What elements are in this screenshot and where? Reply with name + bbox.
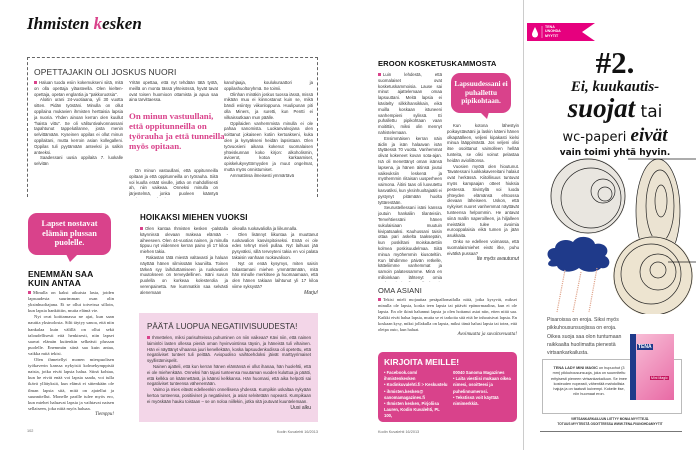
bullet-square	[140, 227, 143, 230]
bullet-square	[378, 73, 381, 76]
contact-email-link[interactable]: • ihmisten.kesken@ sanomamagazines.fi	[384, 388, 425, 400]
tena-flag	[527, 23, 595, 41]
liner-roll-illustration	[550, 158, 696, 314]
bubble-tail	[66, 254, 78, 262]
myth-url-link[interactable]: TOTUUS MYYTEISTÄ OSOITTEESSA WWW.TENA.FI/UNOHDAMYYTIT	[557, 422, 663, 426]
product-pack	[630, 334, 674, 400]
article-heading: ENEMMÄN SAA KUIN ANTAA	[28, 269, 94, 288]
signature: Avoimuutta ja suvaitsevuutta!	[457, 332, 517, 338]
contact-heading: KIRJOITA MEILLE!	[384, 357, 460, 367]
article-body: Ihmettelen, miksi parisuhteissa puhuminen on niin vaikeaa? Kävi niin, että nainen laiminlöi lasten ollessa pieniä oman hyvinvointinsa täysin, ja häneistä tuli vihainen. Hän ei näyttänyt vihaansa juuri kenellekään, koska lapsuudenkodissa oli opetettu, että negatiiviset tunteet tuli peittää. Aviopuoliso vaihtoehdoksi jäivät marttyyrimaiset syyllistämispelit. Nainen ajatteli, että kun kerran hänen elämänsä ei ollut ihanaa, hän huolehtii, että ei ole miehenkään. Onneksi hän tajusi tunteensa muutaman vuoden kuluttua ja päätti, että kelkka on käännettävä, ja käänsi kelkkansa. Hän huomasi, että aika helpotti sai negatiiviset tunteensa vähenemään. Vaimo ja mies elävät edelleenkin onnellisena yhdessä. Kumpikin uskaltaa nykyään kertoa tunteensa, positiiviset ja negatiiviset, ja asiat selvitetään nopeasti. Kumpikaan ei myöskään hauku toistaan – se on noloa niillekin, jotka sitä joutuvat kuuntelemaan. Uusi alku	[147, 335, 311, 411]
article-column: Luin lehdestä, että suomalaiset ovat kosketuskammoisia. Lause sai minut ajattelemaan omaa lapsuuttani. Meitä lapsia ei käsitelty silkkihansikkain, eikä muilla koskaan istuneeni vanhempieni sylissä. Ei puhallettu pipikohtaan vaan moitittiin, miksi olin mennyt nahistelemaan. Ensimmäisen kerran näin äidin ja isän halaavan isän täytäessä 70 vuotta. Vanhemmat olivat kokeneet kovan sota-ajan. Isä oli menettänyt oman isänsä lapsena, ja hänen äitinsä joutui vaikeuksiin leskenä ja myöhemmin riitaisan uusperheen vaimona. Äitini taas oli luovutettu kasvatiksi, kun yksinhuoltajaäiti ei pystynyt pitämään huolta tyttärestään. Seurustellessani isäni kanssa joutuin hankaliin tilanteisiin. Tervehtiessäni hänen sukulaisiaan muutuin kivipatsaaksi. Kauhussani taisin ottaa pari askelta taaksepäin, kun poskiltani moiskautettiin kolmea poskisuudelmaa. Siitä minua myöhemmin kiusoteltiin. Kun lähdimme päivän retkelle, kätteliimme vanhemmat ja samoin palatessamme. Minä en milloinkaan lähtenyt omia	[378, 72, 442, 280]
contact-address: • Ihmisten kesken, Pirjoliisa Lauren, Kodin Kuvalehti, PL 100,	[384, 401, 440, 419]
signature: Ite myös avautunut	[476, 256, 519, 263]
contact-facebook-link[interactable]: • Facebook.com/ ihmistenkesken	[384, 370, 418, 382]
bullet-square	[378, 298, 381, 301]
bullet-square	[147, 336, 150, 339]
ad-illustration	[523, 156, 696, 314]
cloud-illustration	[548, 237, 610, 272]
bubble-tail	[480, 112, 489, 119]
article-opettajakin-box	[27, 57, 318, 197]
drop-lines	[557, 268, 597, 312]
footer-magazine: Kodin Kuvalehti 16/2013	[276, 430, 318, 434]
pack-label: Mini Magic	[651, 376, 668, 380]
article-body: Tekisi mieli mojauttaa pesäpallomailalla niitä, jotka kysyvät, miksei minulla ole lapsia, koska teen lapsia tai pitävät epänormaalina, kun ei ole lapsia. En ole ikinä halunnut lapsia ja olen hoitanut asiat niin, etten niitä saa. Kaikki eivät halua lapsia, mutta se ei tarkoita sitä että he inhoaisivat lapsia. En koskaan kysy, miksi jollakulla on lapsia, miksi tämä halusi lapsia tai totea, että oletpa outo, kun haluat. Avoimuutta ja suvaitsevuutta!	[378, 297, 517, 338]
article-heading: HOIKAKSI MIEHEN VUOKSI	[140, 213, 248, 222]
myth-number: #2.	[595, 45, 635, 80]
signature: Tiemppu!	[95, 411, 114, 417]
quote-bubble: Lapset nostavat elämän plussan puolelle.	[28, 213, 111, 255]
product-description: TENA LADY MINI MAGIC on hupuohut (3 mm) pikkuhousunsuoja, joka on suunniteltu erityisesti pieneen virtsankarkailuun. Se imee kosteuden nopeasti, vähentää mahdollisia hajuja ja on taatusti kuivempi. Kokeile itse, niin huomaat eron.	[551, 366, 627, 397]
article-negatiivisuus-box	[139, 313, 318, 422]
bullet-square	[28, 291, 31, 294]
section-title: Ihmisten kesken	[27, 14, 142, 33]
signature: Marju!	[304, 289, 318, 296]
contact-box	[378, 352, 517, 422]
article-column: kanohjaaja, koulukuraattori ja oppilashuoltoryhmä. Se toimii. Olinhan minäkin joskus tuossa iässä, missä mikään muu ei kiinnostanut kuin se, mikä bändi esiintyy viikonloppuna. Huulipunan piti olla Miners, ja suretti, kun Pentti ei vilkaissutkaan mun päälle. Oppilaiden vanhemmista minulla ei ole pahaa sanomista. Luokanvalvojana olen soittanut jokaiseen kotiin kertoakseni, kuka olen ja kysyäkseni heidän lapsistaan. Olen työvuosieni aikana kokenut suomalaisen yhteiskunnan koko kirjon: alkoholismin, avioerot, kotoa karkaamiset, opiskelukyvyttömyyden ja muut ongelmat, mutta myös onnistumiset. Ammattinsa ilmeisesti ymmärtävä	[224, 80, 313, 178]
article-column: On minun vastuullani, että oppitunneilla opitaan ja että oppitunneilla on työrauha. Siitä voi kuulla eräät sivulle, jotka on mahdollisesti ah, niin vaikeaa. Onneksi minulla on järjestelmä, jonka puoleen kääntyä	[129, 168, 218, 197]
page-number: 102	[27, 429, 34, 433]
bullet-square	[34, 81, 37, 84]
ad-body: Pisaroissa on eroja. Siksi myös pikkuhousunsuojissa on eroja. Oikea suoja saa olon tuntumaan raikkaalta huolimatta pienestä virtsankarkailusta.	[547, 317, 622, 357]
pull-quote: On minun vastuullani, että oppitunneilla on työrauha ja että tunneilla myös opitaan.	[129, 111, 225, 151]
article-column: Olen kantaa Ihmisten kesken -palstalla käynnissä olevaan makeaa elämää -aiheeseen. Olen 44-vuotias nainen, ja minulla tippuu nyt viidennen kerran paino yli 17 kiloa miehen takia. Rakastan tätä miestä valtavasti ja haluan näyttää hänen silmissään kauniilta. Toinen tärkeä syy laihduttamiseen ja ruokavalion muutokseen on terveydellinen. Isäni suvun puolella on korkeaa kolesterolia ja verenpainetta. Ne kummatkin saa selvästi alenemaan	[140, 226, 228, 295]
contact-forum-link[interactable]: • Kodinkuvalehti.fi > Keskustelu	[384, 382, 448, 388]
ad-bottom-text: VIRTSANKARKAILUUN LIITTYY MONIA MYYTTEJÄ. TOTUUS MYYTEISTÄ OSOITTEESSA WWW.TENA.FI/UNOHDAMYYTIT	[540, 417, 680, 427]
article-heading: OMA ASIANI	[378, 286, 422, 295]
article-column: Yritän opettaa, että nyt tehdään tätä työtä, meillä on monta tässä yhteisössä, hyvät tavat ovat toisen huomioon ottamista ja apua saa aina tarvittaessa.	[129, 80, 218, 103]
contact-column: 00040 Sanoma Magazines • Laita viestiisi mukaan oikea nimesi, osoitteesi ja puhelinnumerosi. • Tekstissä voit käyttää nimimerkkiä.	[453, 370, 511, 407]
contact-column	[384, 370, 448, 420]
ad-bottom-rule	[540, 431, 682, 432]
article-column: oikealla ruokavaliolla ja liikunnalla. Olen lisännyt liikuntaa ja muuttanut ruokavalion kasvispitoiseksi. Enää ei ole edes tehnyt mieli pullaa. Nyt laihuus jää pysyväksi, sillä terveyteni takia en voi palata takaisin vanhaan ruokavalioon. Nyt on enää kysymys, miten saisin rakastamani miehen ymmärtämään, mitä hän minulle merkitsee ja huomaamaan, että olen hänen takiaan laihtunut yli 17 kiloa viime syksystä? Marju!	[232, 226, 318, 296]
quote-bubble: Lapsuudessani ei puhallettu pipikohtaan.	[451, 73, 511, 113]
article-column: Kun kotona lähestyin poikaystävääni ja laskin käteni hänen olkapäälleen, veljeni kipakasti kielsi minua lääppimästä. Jos veljeni olisi itse osoittanut vaimolleen hellää tunteita, se olisi voinut pelastaa heidän avioliittonsa. Vuosien myötä olen hioutunut. Tavatessani luokkakavereitani halaiut ovat herkässä. Kiitollisuus tuntuvat myös kampaajan otteet hiuksia pestessä. Sivistyllä voi luoda yhteyden elämänsä ehtoossa olevaan läheiseen. Uskon, että nykyiset nuoret vanhemmat näyttävät tunteensa helpommin. He antavat siinä mallin naperoilleen, ja hiljalleen meistäkin tulee avoimia eurooppalaisia eikä tumen ja jään asukkaita. Onko se edelleen voimassa, että suomalaismiehet eivät itke, puhu eivätkä pussaa? Ite myös avautunut	[447, 123, 519, 263]
article-heading: PÄÄTÄ LUOPUA NEGATIIVISUUDESTA!	[147, 322, 298, 331]
ad-headline: #2. Ei, kuukautis- suojat tai wc-paperi eivät vain toimi yhtä hyvin.	[540, 47, 690, 159]
article-column: Haluan tuoda esiin kokemukseni siitä, mitä on olla opettaja yläasteella. Olen kieltenopettaja, opetan englantia ja "pakkoruotsia". Aloitin urani 24-vuotiaana, yli 30 vuotta sitten. Pidän työstäni. Minulla on ollut oppilaina mukavien ihmisten herttaisia lapsia ja nuoria. Yhden ainoan kerran olen kuullut "haista vittu". Se oli välituntivalvonnassani tapahtunut tappelutilanne, josta menin selvittämään. Kyseinen oppilas ei ollut minun oppilaitani, mutta kerroin asian kollegalleni. Oppilas tuli pyytämään anteeksi ja salkin anteeksi. Saadessani uusia oppilaita 7. luokalle selvitän	[34, 80, 123, 167]
flag-text: TENA UNOHDA MYYTIT	[545, 25, 561, 38]
article-heading: EROON KOSKETUSKAMMOSTA	[378, 59, 497, 68]
article-body: Minulla on kaksi aikuista lasta, joiden lapsuudesta suurimman osan olin yksinhuoltajana. Ei se ollut toiveissa silloin, kun lapsia hankittiin, mutta elämä vie. Nyt ovat koittamassa ne ajat, kun saan nauttia yksinolosta. Silti täytyy sanoa, että niin hankalaa kuin välillä on ollut sekä taloudellisesti että henkisesti, niin lapset saavat elämän kuitenkin selkeästi plussan puolelle. Enemmän siinä saa kuin antaa, vaikka mitä tekisi. Olen ihmetellyt monen miespuolisen työkaverin kanssa nykyisiä kolmekymppisiä naisia, jotka eivät lapsia halua. Siinä kohtaa, kun he eivät enää voi lapsia saada, voi tulla ikävä yllätyksiä, kun elämä ei sittenkään ole ilman lapsia sitä, mitä on ajatellut ja suunnitellut. Monelle parille tulee myös ero, kun miehet haluavat lapsia ja vaihtavat naisen sellaiseen, joka niitä myös haluaa. Tiemppu!	[28, 290, 114, 417]
article-heading: OPETTAJAKIN OLI JOSKUS NUORI	[34, 67, 177, 77]
pack-brand-logo: TENA	[638, 344, 652, 350]
signature: Uusi alku	[290, 404, 311, 411]
footer-magazine: Kodin Kuvalehti 16/2013	[378, 430, 420, 434]
